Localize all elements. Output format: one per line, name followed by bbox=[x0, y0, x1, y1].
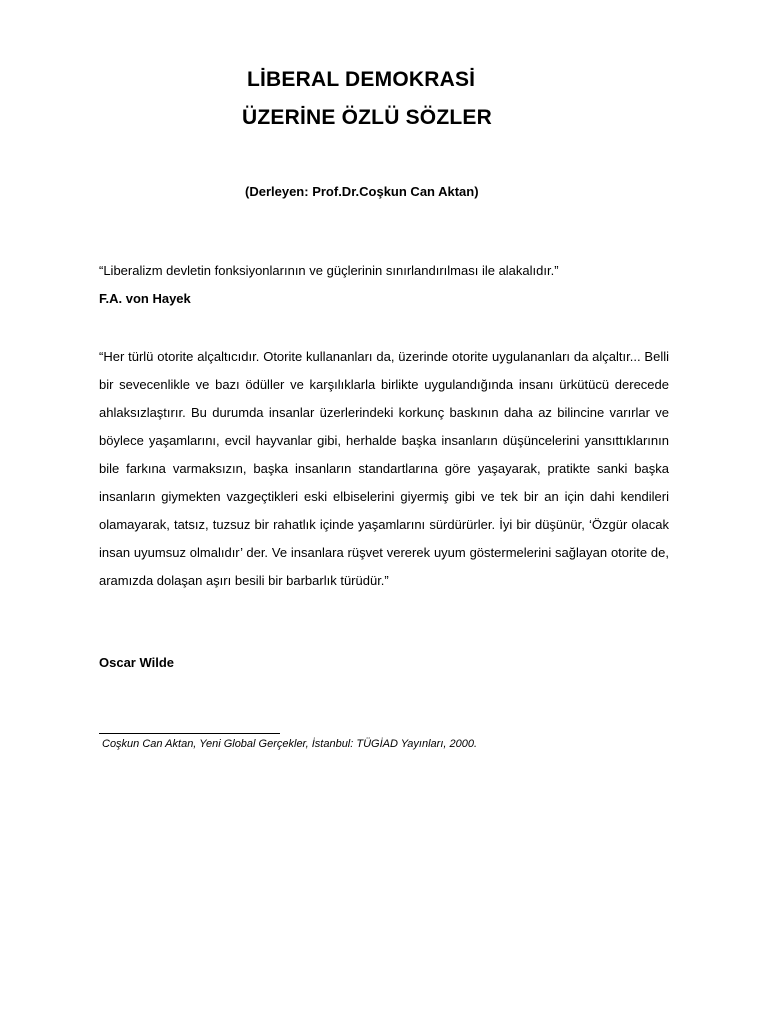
title-line-2: ÜZERİNE ÖZLÜ SÖZLER bbox=[242, 106, 492, 129]
footnote: Coşkun Can Aktan, Yeni Global Gerçekler, İstanbul: TÜGİAD Yayınları, 2000. bbox=[102, 738, 478, 750]
compiler-credit: (Derleyen: Prof.Dr.Coşkun Can Aktan) bbox=[245, 184, 479, 199]
title-line-1: LİBERAL DEMOKRASİ bbox=[247, 68, 476, 91]
quote-wilde: “Her türlü otorite alçaltıcıdır. Otorite kullananları da, üzerinde otorite uygulananları da alçaltır... Belli bir sevecenlikle ve bazı ödüller ve karşılıklarla birlikte uygulandığında insanı ürkütücü derecede ahlaksızlaştırır. Bu durumda insanlar üzerlerindeki korkunç baskının daha az bilincine varırlar ve böylece yaşamlarını, evcil hayvanlar gibi, herhalde başka insanların düşüncelerini yansıttıklarının bile farkına varmaksızın, başka insanların standartlarına göre yaşayarak, pratikte sanki başka insanların giymekten vazgeçtikleri eski elbiselerini giyermiş gibi ve tek bir an için dahi kendileri olamayarak, tatsız, tuzsuz bir rahatlık içinde yaşamlarını sürdürürler. İyi bir düşünür, ‘Özgür olacak insan uyumsuz olmalıdır’ der. Ve insanlara rüşvet vererek uyum göstermelerini sağlayan otorite de, aramızda dolaşan aşırı besili bir barbarlık türüdür.” bbox=[99, 349, 669, 588]
quote-author-wilde: Oscar Wilde bbox=[99, 655, 175, 670]
quote-hayek: “Liberalizm devletin fonksiyonlarının ve güçlerinin sınırlandırılması ile alakalıdır.” bbox=[99, 263, 559, 278]
quote-author-hayek: F.A. von Hayek bbox=[99, 291, 191, 306]
footnote-separator bbox=[99, 733, 280, 734]
